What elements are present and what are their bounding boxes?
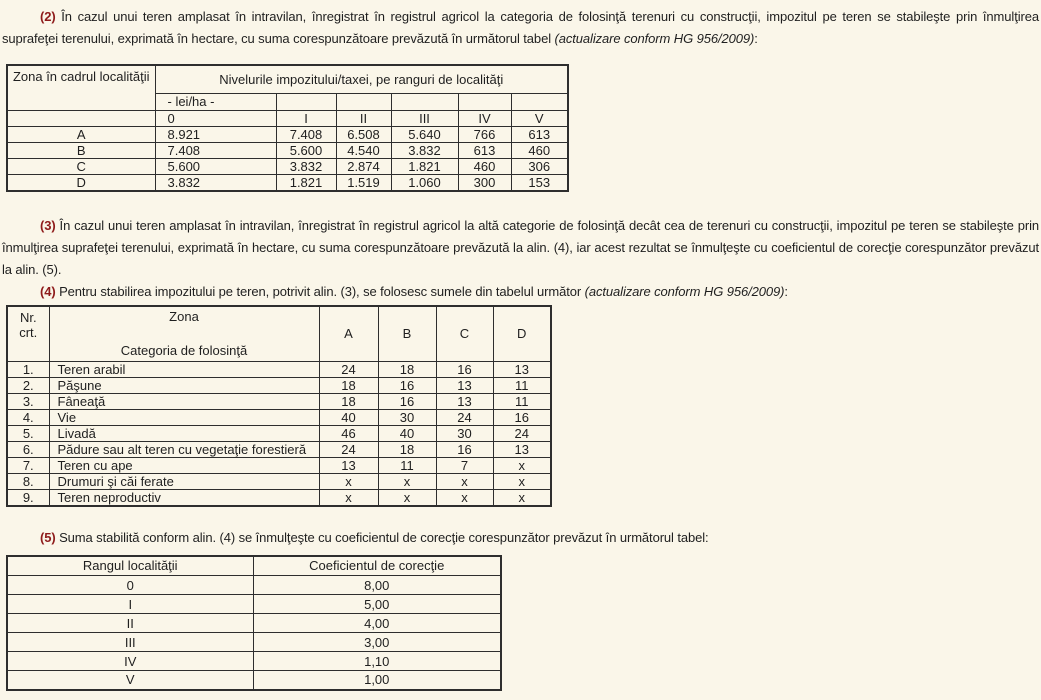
zone-header-D: D bbox=[493, 306, 551, 362]
land-use-row bbox=[7, 441, 551, 457]
land-use-category: Fâneaţă bbox=[49, 393, 319, 409]
tax-value-rank-I: 1.821 bbox=[276, 174, 336, 191]
tax-value-rank-0: 3.832 bbox=[155, 174, 276, 191]
row-number: 5. bbox=[7, 425, 49, 441]
rank-header-III: III bbox=[391, 110, 458, 126]
row-number: 3. bbox=[7, 393, 49, 409]
land-use-category: Vie bbox=[49, 409, 319, 425]
zona-category-header bbox=[49, 306, 319, 362]
coefficient-column-header: Coeficientul de corecţie bbox=[253, 556, 501, 576]
tax-value-rank-0: 7.408 bbox=[155, 142, 276, 158]
sum-zone-C: x bbox=[436, 489, 493, 506]
land-use-row bbox=[7, 425, 551, 441]
zone-header-C: C bbox=[436, 306, 493, 362]
land-use-category: Teren cu ape bbox=[49, 457, 319, 473]
tax-value-rank-IV: 613 bbox=[458, 142, 511, 158]
locality-rank: IV bbox=[7, 652, 253, 671]
correction-coefficient: 3,00 bbox=[253, 633, 501, 652]
zone-label: C bbox=[7, 158, 155, 174]
paragraph-2-marker: (2) bbox=[40, 9, 56, 24]
land-use-category: Teren arabil bbox=[49, 361, 319, 377]
empty-cell bbox=[276, 93, 336, 110]
sum-zone-A: 18 bbox=[319, 377, 378, 393]
sum-zone-B: 16 bbox=[378, 377, 436, 393]
tax-value-rank-0: 5.600 bbox=[155, 158, 276, 174]
sum-zone-C: 16 bbox=[436, 441, 493, 457]
paragraph-3-text: În cazul unui teren amplasat în intravilan, înregistrat în registrul agricol la altă categorie de folosinţă decât cea de terenuri cu construcţii, impozitul pe teren se stabileşte prin înmulţirea suprafeţei terenului, exprimată în hectare, cu suma corespunzătoare prevăzută la alin. (4), iar acest rezultat se înmulţeşte cu coeficientul de corecţie corespunzător prevăzut la alin. (5). bbox=[2, 217, 1039, 277]
empty-cell bbox=[7, 110, 155, 126]
sum-zone-B: x bbox=[378, 489, 436, 506]
sum-zone-B: x bbox=[378, 473, 436, 489]
sum-zone-B: 18 bbox=[378, 441, 436, 457]
land-use-row bbox=[7, 377, 551, 393]
sum-zone-C: 13 bbox=[436, 393, 493, 409]
tax-value-rank-0: 8.921 bbox=[155, 126, 276, 142]
zone-label: D bbox=[7, 174, 155, 191]
correction-coefficient: 5,00 bbox=[253, 595, 501, 614]
land-use-category: Pădure sau alt teren cu vegetaţie forestieră bbox=[49, 441, 319, 457]
tax-value-rank-V: 153 bbox=[511, 174, 568, 191]
zone-column-header: Zona în cadrul localităţii bbox=[7, 65, 155, 110]
sum-zone-A: x bbox=[319, 473, 378, 489]
sum-zone-B: 18 bbox=[378, 361, 436, 377]
land-use-category: Păşune bbox=[49, 377, 319, 393]
empty-cell bbox=[391, 93, 458, 110]
sum-zone-C: 30 bbox=[436, 425, 493, 441]
zone-header-A: A bbox=[319, 306, 378, 362]
sum-zone-B: 11 bbox=[378, 457, 436, 473]
sum-zone-A: 13 bbox=[319, 457, 378, 473]
empty-cell bbox=[511, 93, 568, 110]
coefficient-row bbox=[7, 576, 501, 595]
rank-header-II: II bbox=[336, 110, 391, 126]
sum-zone-D: 11 bbox=[493, 377, 551, 393]
paragraph-5-marker: (5) bbox=[40, 529, 56, 545]
land-use-category: Teren neproductiv bbox=[49, 489, 319, 506]
sum-zone-D: 16 bbox=[493, 409, 551, 425]
sum-zone-D: 13 bbox=[493, 361, 551, 377]
tax-value-rank-II: 1.519 bbox=[336, 174, 391, 191]
tax-value-rank-III: 1.060 bbox=[391, 174, 458, 191]
tax-value-rank-II: 4.540 bbox=[336, 142, 391, 158]
coefficient-row bbox=[7, 652, 501, 671]
sum-zone-A: 46 bbox=[319, 425, 378, 441]
tax-value-rank-I: 3.832 bbox=[276, 158, 336, 174]
tax-value-rank-IV: 460 bbox=[458, 158, 511, 174]
coefficient-row bbox=[7, 671, 501, 690]
row-number: 4. bbox=[7, 409, 49, 425]
rank-header-IV: IV bbox=[458, 110, 511, 126]
empty-cell bbox=[336, 93, 391, 110]
locality-rank: I bbox=[7, 595, 253, 614]
paragraph-4-marker: (4) bbox=[40, 283, 56, 299]
paragraph-4-text: Pentru stabilirea impozitului pe teren, potrivit alin. (3), se folosesc sumele din tabelul următor bbox=[55, 283, 585, 299]
paragraph-4-italic-note: (actualizare conform HG 956/2009) bbox=[584, 283, 785, 299]
tax-value-rank-V: 460 bbox=[511, 142, 568, 158]
land-use-row bbox=[7, 457, 551, 473]
paragraph-2-text: În cazul unui teren amplasat în intravilan, înregistrat în registrul agricol la categoria de folosinţă terenuri cu construcţii, impozitul pe teren se stabileşte prin înmulţirea suprafeţei terenului, exprimată în hectare, cu suma corespunzătoare prevăzută în următorul tabel bbox=[2, 9, 1039, 46]
land-use-row bbox=[7, 361, 551, 377]
tax-levels-main-header: Nivelurile impozitului/taxei, pe ranguri de localităţi bbox=[155, 65, 568, 93]
sum-zone-A: 24 bbox=[319, 361, 378, 377]
zone-label: B bbox=[7, 142, 155, 158]
tax-value-rank-V: 613 bbox=[511, 126, 568, 142]
tax-levels-table bbox=[6, 64, 569, 192]
tax-value-rank-V: 306 bbox=[511, 158, 568, 174]
sum-zone-C: 13 bbox=[436, 377, 493, 393]
row-number: 6. bbox=[7, 441, 49, 457]
sum-zone-D: 24 bbox=[493, 425, 551, 441]
nr-crt-header-line2: crt. bbox=[19, 324, 38, 340]
sum-zone-A: 40 bbox=[319, 409, 378, 425]
row-number: 9. bbox=[7, 489, 49, 506]
tax-value-rank-IV: 766 bbox=[458, 126, 511, 142]
correction-coefficient-table bbox=[6, 555, 502, 691]
rank-header-V: V bbox=[511, 110, 568, 126]
sum-zone-B: 40 bbox=[378, 425, 436, 441]
sum-zone-D: x bbox=[493, 473, 551, 489]
unit-label: - lei/ha - bbox=[155, 93, 276, 110]
paragraph-5 bbox=[0, 527, 1041, 549]
row-number: 1. bbox=[7, 361, 49, 377]
sum-zone-C: 7 bbox=[436, 457, 493, 473]
locality-rank: III bbox=[7, 633, 253, 652]
tax-value-rank-IV: 300 bbox=[458, 174, 511, 191]
sum-zone-A: x bbox=[319, 489, 378, 506]
paragraph-5-text: Suma stabilită conform alin. (4) se înmulţeşte cu coeficientul de corecţie corespunzător prevăzut în următorul tabel: bbox=[55, 529, 709, 545]
coefficient-row bbox=[7, 595, 501, 614]
sum-zone-D: 13 bbox=[493, 441, 551, 457]
row-number: 8. bbox=[7, 473, 49, 489]
paragraph-3-marker: (3) bbox=[40, 217, 56, 233]
rank-column-header: Rangul localităţii bbox=[7, 556, 253, 576]
correction-coefficient: 1,10 bbox=[253, 652, 501, 671]
tax-value-rank-III: 5.640 bbox=[391, 126, 458, 142]
sum-zone-D: x bbox=[493, 457, 551, 473]
nr-crt-header bbox=[7, 306, 49, 362]
land-use-category: Drumuri şi căi ferate bbox=[49, 473, 319, 489]
tax-level-row bbox=[7, 174, 568, 191]
coefficient-row bbox=[7, 614, 501, 633]
tax-value-rank-III: 3.832 bbox=[391, 142, 458, 158]
land-use-row bbox=[7, 409, 551, 425]
tax-level-row bbox=[7, 126, 568, 142]
rank-header-0: 0 bbox=[155, 110, 276, 126]
correction-coefficient: 1,00 bbox=[253, 671, 501, 690]
row-number: 2. bbox=[7, 377, 49, 393]
paragraph-2 bbox=[0, 6, 1041, 50]
paragraph-4 bbox=[0, 281, 1041, 303]
paragraph-2-italic-note: (actualizare conform HG 956/2009) bbox=[554, 31, 755, 46]
tax-value-rank-I: 7.408 bbox=[276, 126, 336, 142]
land-use-row bbox=[7, 393, 551, 409]
sum-zone-A: 18 bbox=[319, 393, 378, 409]
sum-zone-D: x bbox=[493, 489, 551, 506]
sum-zone-D: 11 bbox=[493, 393, 551, 409]
tax-value-rank-III: 1.821 bbox=[391, 158, 458, 174]
category-header-label: Categoria de folosinţă bbox=[120, 342, 248, 358]
paragraph-2-tail: : bbox=[754, 31, 758, 46]
sum-zone-C: 16 bbox=[436, 361, 493, 377]
sum-zone-C: 24 bbox=[436, 409, 493, 425]
paragraph-3 bbox=[0, 215, 1041, 281]
zone-header-B: B bbox=[378, 306, 436, 362]
tax-value-rank-II: 2.874 bbox=[336, 158, 391, 174]
coefficient-row bbox=[7, 633, 501, 652]
land-use-row bbox=[7, 473, 551, 489]
empty-cell bbox=[458, 93, 511, 110]
tax-level-row bbox=[7, 142, 568, 158]
sum-zone-B: 16 bbox=[378, 393, 436, 409]
tax-value-rank-II: 6.508 bbox=[336, 126, 391, 142]
paragraph-4-tail: : bbox=[784, 283, 788, 299]
row-number: 7. bbox=[7, 457, 49, 473]
sum-zone-C: x bbox=[436, 473, 493, 489]
land-use-category: Livadă bbox=[49, 425, 319, 441]
correction-coefficient: 8,00 bbox=[253, 576, 501, 595]
tax-level-row bbox=[7, 158, 568, 174]
nr-crt-header-line1: Nr. bbox=[19, 309, 37, 325]
land-use-row bbox=[7, 489, 551, 506]
tax-value-rank-I: 5.600 bbox=[276, 142, 336, 158]
correction-coefficient: 4,00 bbox=[253, 614, 501, 633]
locality-rank: II bbox=[7, 614, 253, 633]
zone-label: A bbox=[7, 126, 155, 142]
land-use-category-table bbox=[6, 305, 552, 507]
sum-zone-B: 30 bbox=[378, 409, 436, 425]
zona-header-label: Zona bbox=[169, 308, 199, 324]
locality-rank: 0 bbox=[7, 576, 253, 595]
rank-header-I: I bbox=[276, 110, 336, 126]
locality-rank: V bbox=[7, 671, 253, 690]
sum-zone-A: 24 bbox=[319, 441, 378, 457]
